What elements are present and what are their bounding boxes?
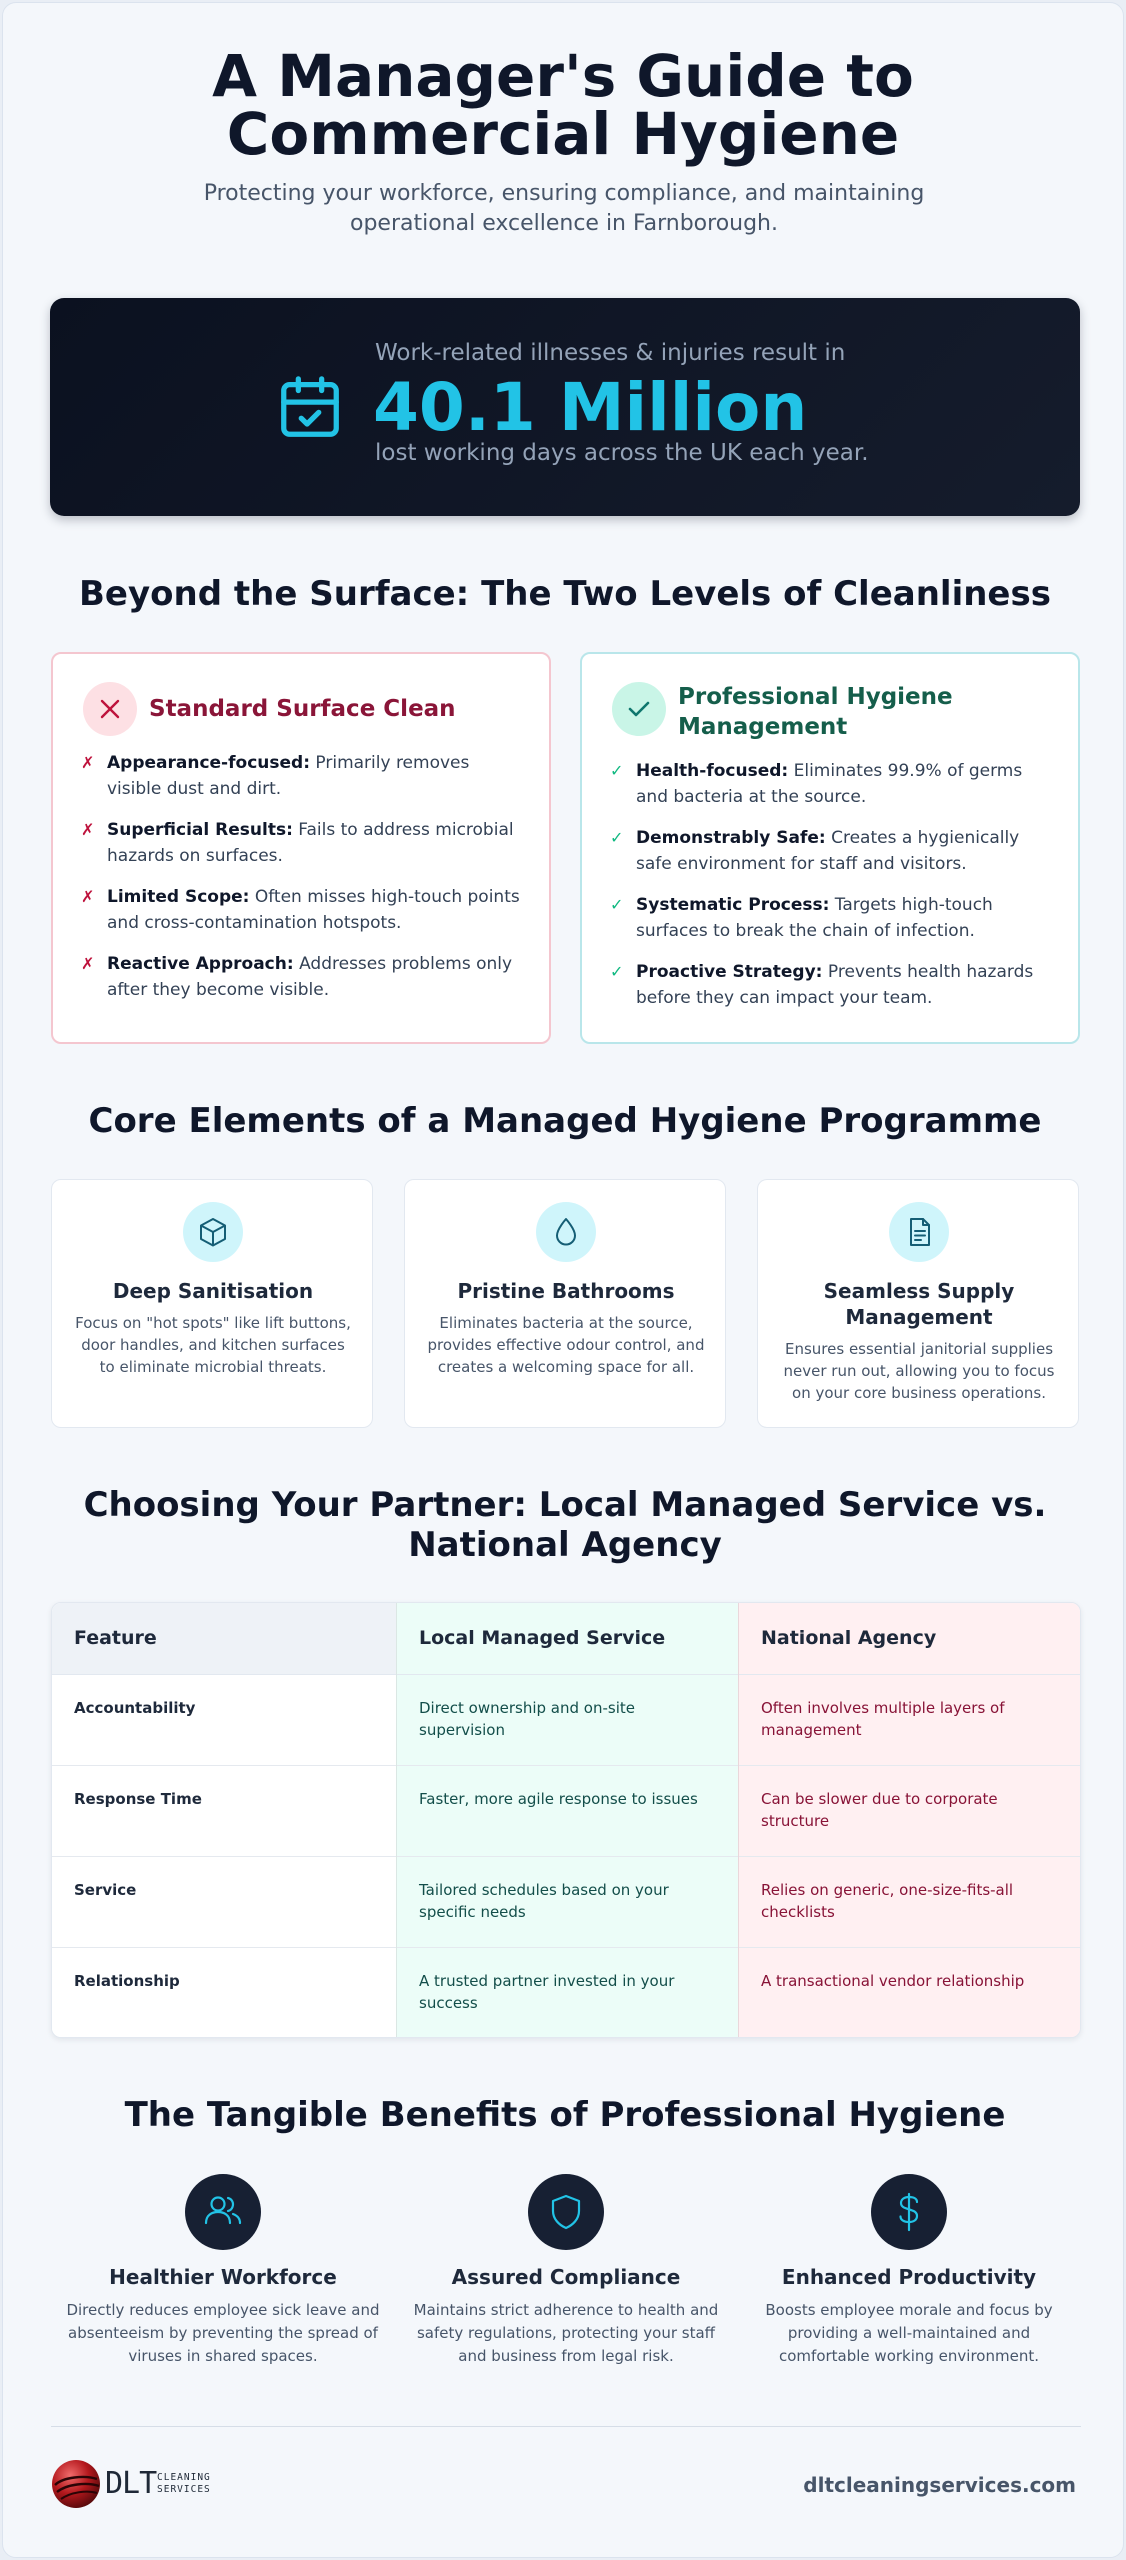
table-cell: Relies on generic, one-size-fits-all checklists — [739, 1857, 1081, 1948]
table-column-local — [396, 1603, 738, 2038]
stat-value: 40.1 Million — [373, 369, 808, 446]
logo-subtext-line-1: CLEANING — [157, 2472, 211, 2483]
item-text: Often misses high-touch points and cross-contamination hotspots. — [107, 887, 520, 933]
table-cell: Can be slower due to corporate structure — [739, 1766, 1081, 1857]
table-column-national — [738, 1603, 1081, 2038]
core-card-title: Seamless Supply Management — [823, 1279, 1015, 1329]
table-cell: Response Time — [52, 1766, 396, 1857]
core-card-pristine-bathrooms — [404, 1179, 726, 1428]
logo-text: DLT — [105, 2466, 157, 2501]
benefit-title: Healthier Workforce — [109, 2265, 337, 2289]
partner-title: Choosing Your Partner: Local Managed Service vs. National Agency — [83, 1485, 1047, 1565]
page-title — [3, 42, 1123, 168]
core-card-title: Pristine Bathrooms — [457, 1279, 675, 1303]
comparison-table — [51, 1602, 1081, 2038]
core-card-desc: Ensures essential janitorial supplies never run out, allowing you to focus on your core business operations. — [783, 1340, 1055, 1402]
check-mark-icon: ✓ — [610, 828, 624, 847]
page-title-line-1: A Manager's Guide to — [212, 42, 914, 110]
check-mark-icon: ✓ — [610, 761, 624, 780]
check-icon — [612, 682, 666, 736]
list-item — [610, 892, 1050, 944]
cross-mark-icon: ✗ — [81, 753, 95, 772]
logo-subtext — [157, 2472, 211, 2496]
table-cell: Relationship — [74, 1972, 180, 1990]
benefit-desc: Boosts employee morale and focus by providing a well-maintained and comfortable working environment. — [765, 2301, 1053, 2365]
levels-title: Beyond the Surface: The Two Levels of Cleanliness — [79, 574, 1051, 614]
item-text: Creates a hygienically safe environment for staff and visitors. — [636, 828, 1020, 874]
core-card-deep-sanitisation — [51, 1179, 373, 1428]
benefit-desc: Maintains strict adherence to health and safety regulations, protecting your staff and business from legal risk. — [413, 2301, 719, 2365]
table-cell: Faster, more agile response to issues — [397, 1766, 738, 1857]
item-label: Reactive Approach: — [107, 954, 294, 974]
item-text: Fails to address microbial hazards on surfaces. — [107, 820, 514, 866]
stat-banner — [50, 298, 1080, 516]
cross-mark-icon: ✗ — [81, 954, 95, 973]
core-card-desc: Eliminates bacteria at the source, provides effective odour control, and creates a welcoming space for all. — [427, 1314, 705, 1376]
item-text: Addresses problems only after they become visible. — [107, 954, 513, 1000]
table-cell: Direct ownership and on-site supervision — [397, 1675, 738, 1766]
cross-mark-icon: ✗ — [81, 887, 95, 906]
document-icon — [889, 1202, 949, 1262]
core-title: Core Elements of a Managed Hygiene Programme — [88, 1101, 1042, 1141]
benefit-title: Assured Compliance — [451, 2265, 681, 2289]
page-subtitle: Protecting your workforce, ensuring compliance, and maintaining operational excellence in Farnborough. — [203, 181, 925, 236]
list-item — [81, 951, 521, 1003]
list-item — [81, 817, 521, 869]
stat-suffix: lost working days across the UK each year. — [375, 440, 869, 466]
website-link[interactable]: dltcleaningservices.com — [803, 2473, 1076, 2497]
standard-clean-heading: Standard Surface Clean — [149, 696, 456, 722]
cross-mark-icon: ✗ — [81, 820, 95, 839]
check-mark-icon: ✓ — [610, 962, 624, 981]
item-label: Health-focused: — [636, 761, 789, 781]
item-label: Limited Scope: — [107, 887, 250, 907]
footer-divider — [51, 2426, 1081, 2427]
item-label: Superficial Results: — [107, 820, 293, 840]
list-item — [610, 825, 1050, 877]
list-item — [81, 884, 521, 936]
table-cell: Often involves multiple layers of management — [739, 1675, 1081, 1766]
table-cell: Service — [52, 1857, 396, 1948]
table-header: National Agency — [739, 1603, 1081, 1675]
page-title-line-2: Commercial Hygiene — [226, 100, 900, 168]
shield-icon — [528, 2174, 604, 2250]
standard-clean-list — [81, 750, 521, 1018]
calendar-check-icon — [275, 373, 345, 443]
benefit-desc: Directly reduces employee sick leave and absenteeism by preventing the spread of viruses in shared spaces. — [66, 2301, 380, 2365]
list-item — [610, 758, 1050, 810]
item-text: Prevents health hazards before they can impact your team. — [636, 962, 1034, 1008]
check-mark-icon: ✓ — [610, 895, 624, 914]
logo-subtext-line-2: SERVICES — [157, 2484, 211, 2495]
core-card-desc: Focus on "hot spots" like lift buttons, door handles, and kitchen surfaces to eliminate microbial threats. — [75, 1314, 351, 1376]
table-column-feature — [52, 1603, 396, 2038]
professional-hygiene-heading: Professional Hygiene Management — [678, 684, 953, 740]
cube-icon — [183, 1202, 243, 1262]
professional-hygiene-card — [580, 652, 1080, 1044]
list-item — [81, 750, 521, 802]
table-cell: Accountability — [52, 1675, 396, 1766]
list-item — [610, 959, 1050, 1011]
x-icon — [83, 682, 137, 736]
item-label: Proactive Strategy: — [636, 962, 823, 982]
infographic-page — [2, 2, 1124, 2558]
logo-sphere-icon — [51, 2457, 105, 2511]
professional-hygiene-list — [610, 758, 1050, 1026]
core-card-supply-management — [757, 1179, 1079, 1428]
item-text: Eliminates 99.9% of germs and bacteria at the source. — [636, 761, 1023, 807]
table-header: Feature — [52, 1603, 396, 1675]
core-card-title: Deep Sanitisation — [112, 1279, 314, 1303]
users-icon — [185, 2174, 261, 2250]
table-header: Local Managed Service — [397, 1603, 738, 1675]
table-cell: A trusted partner invested in your success — [419, 1972, 675, 2012]
benefit-title: Enhanced Productivity — [781, 2265, 1037, 2289]
droplet-icon — [536, 1202, 596, 1262]
item-text: Primarily removes visible dust and dirt. — [107, 753, 470, 799]
item-label: Appearance-focused: — [107, 753, 310, 773]
table-cell: Tailored schedules based on your specific needs — [397, 1857, 738, 1948]
item-label: Systematic Process: — [636, 895, 830, 915]
dollar-icon — [871, 2174, 947, 2250]
item-label: Demonstrably Safe: — [636, 828, 826, 848]
item-text: Targets high-touch surfaces to break the chain of infection. — [636, 895, 993, 941]
stat-prefix: Work-related illnesses & injuries result in — [375, 340, 846, 366]
benefits-title: The Tangible Benefits of Professional Hygiene — [124, 2095, 1006, 2135]
table-cell: A transactional vendor relationship — [761, 1972, 1025, 1990]
standard-clean-card — [51, 652, 551, 1044]
company-logo[interactable] — [51, 2457, 226, 2511]
